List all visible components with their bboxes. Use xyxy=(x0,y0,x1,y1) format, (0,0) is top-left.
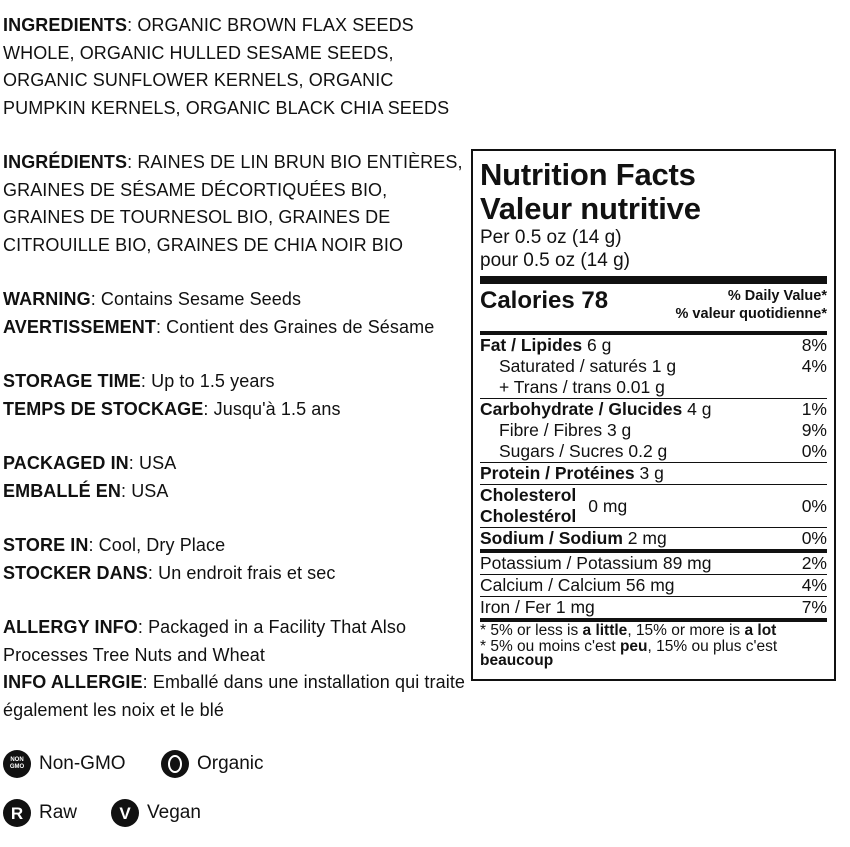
nutrient-row-sugars xyxy=(480,441,827,462)
nutrient-row-calcium xyxy=(480,575,827,596)
carb-dv: 1% xyxy=(801,399,827,419)
badge-raw xyxy=(3,799,77,827)
ingredients-fr xyxy=(3,149,471,259)
store-fr-label: STOCKER DANS xyxy=(3,562,148,583)
organic-icon xyxy=(161,750,189,778)
nutrient-row-fat xyxy=(480,335,827,356)
footnote-fr-c: , 15% ou plus c'est xyxy=(647,638,778,655)
allergy-fr-text: : Emballé dans une installation qui traite également les noix et le blé xyxy=(3,672,466,720)
serving-size-fr: pour 0.5 oz (14 g) xyxy=(480,250,630,271)
allergy-en xyxy=(3,614,471,669)
sugars-label: Sugars / Sucres 0.2 g xyxy=(499,441,668,461)
warning-fr xyxy=(3,314,471,342)
non-gmo-icon-top: NON xyxy=(10,757,24,763)
nutrient-row-saturated xyxy=(480,356,827,377)
footnote-en-d: a lot xyxy=(744,622,777,639)
ingredients-fr-label: INGRÉDIENTS xyxy=(3,152,128,172)
store-en-label: STORE IN xyxy=(3,535,89,555)
badge-vegan xyxy=(111,799,201,827)
sodium-dv: 0% xyxy=(801,528,827,548)
fibre-dv: 9% xyxy=(801,420,827,440)
iron-dv: 7% xyxy=(801,597,827,617)
calories-row xyxy=(480,287,827,331)
daily-value-fr: % valeur quotidienne* xyxy=(675,306,827,322)
storage-en xyxy=(3,368,471,396)
warning-en-text: : Contains Sesame Seeds xyxy=(90,289,302,309)
non-gmo-icon xyxy=(3,750,31,778)
cholesterol-amount: 0 mg xyxy=(588,495,628,516)
badge-non-gmo-label: Non-GMO xyxy=(39,753,126,774)
calcium-dv: 4% xyxy=(801,575,827,595)
storage-en-text: : Up to 1.5 years xyxy=(140,371,275,391)
footnote-fr-b: peu xyxy=(619,638,648,655)
badge-organic xyxy=(161,750,264,778)
badge-vegan-label: Vegan xyxy=(147,802,201,823)
ingredients-en-label: INGREDIENTS xyxy=(3,15,128,35)
footnote-en-b: a little xyxy=(582,622,628,639)
label-text-column xyxy=(3,12,471,724)
allergy-fr xyxy=(3,669,471,724)
daily-value-header xyxy=(676,287,827,323)
sodium-amount: 2 mg xyxy=(622,528,667,548)
packaged-fr-label: EMBALLÉ EN xyxy=(3,480,121,501)
footnote-en xyxy=(480,624,827,638)
protein-amount: 3 g xyxy=(634,463,664,483)
potassium-dv: 2% xyxy=(801,553,827,573)
warning-fr-label: AVERTISSEMENT xyxy=(3,316,156,337)
cholesterol-label-en: Cholesterol xyxy=(480,485,577,505)
allergy-fr-label: INFO ALLERGIE xyxy=(3,672,143,692)
packaged-en-text: : USA xyxy=(128,453,177,473)
store-fr-text: : Un endroit frais et sec xyxy=(147,562,336,583)
sodium-label: Sodium / Sodium xyxy=(480,528,623,548)
calories-label: Calories 78 xyxy=(480,287,609,314)
cholesterol-label-fr: Cholestérol xyxy=(480,506,577,526)
ingredients-en-text: : ORGANIC BROWN FLAX SEEDS WHOLE, ORGANIC HULLED SESAME SEEDS, ORGANIC SUNFLOWER KERNELS, ORGANIC PUMPKIN KERNELS, ORGANIC BLACK CHIA SEEDS xyxy=(3,15,450,118)
protein-label: Protein / Protéines xyxy=(480,463,635,483)
allergy-en-label: ALLERGY INFO xyxy=(3,617,138,637)
warning-en-label: WARNING xyxy=(3,289,91,309)
footnote-en-c: , 15% or more is xyxy=(627,622,745,639)
packaged-fr xyxy=(3,478,471,506)
nutrient-row-trans xyxy=(480,377,827,398)
carb-label: Carbohydrate / Glucides xyxy=(480,399,683,419)
cholesterol-dv: 0% xyxy=(801,495,827,516)
nutrient-row-carbohydrate xyxy=(480,399,827,420)
packaged-en-label: PACKAGED IN xyxy=(3,453,129,473)
saturated-label: Saturated / saturés 1 g xyxy=(499,356,677,376)
trans-label: + Trans / trans 0.01 g xyxy=(499,377,665,397)
nutrient-row-fibre xyxy=(480,420,827,441)
footnote-en-a: * 5% or less is xyxy=(480,622,583,639)
nutrient-row-protein xyxy=(480,463,827,484)
store-en xyxy=(3,532,471,560)
packaged-fr-text: : USA xyxy=(121,480,169,501)
store-fr xyxy=(3,560,471,588)
calcium-label: Calcium / Calcium 56 mg xyxy=(480,575,675,595)
carb-amount: 4 g xyxy=(682,399,712,419)
saturated-dv: 4% xyxy=(801,356,827,376)
non-gmo-icon-bottom: GMO xyxy=(9,764,25,770)
storage-en-label: STORAGE TIME xyxy=(3,371,141,391)
footnote-fr-d: beaucoup xyxy=(480,652,554,669)
nutrition-title-fr: Valeur nutritive xyxy=(480,191,701,226)
ingredients-fr-text: : RAINES DE LIN BRUN BIO ENTIÈRES, GRAINES DE SÉSAME DÉCORTIQUÉES BIO, GRAINES DE TOURNESOL BIO, GRAINES DE CITROUILLE BIO, GRAINES DE CHIA NOIR BIO xyxy=(3,152,463,255)
sugars-dv: 0% xyxy=(801,441,827,461)
footnote-fr-a: * 5% ou moins c'est xyxy=(480,638,620,655)
packaged-en xyxy=(3,450,471,478)
badge-organic-label: Organic xyxy=(197,753,264,774)
iron-label: Iron / Fer 1 mg xyxy=(480,597,595,617)
warning-en xyxy=(3,286,471,314)
footnote-fr xyxy=(480,640,827,668)
badge-raw-label: Raw xyxy=(39,802,78,823)
raw-icon: R xyxy=(3,799,31,827)
storage-fr-text: : Jusqu'à 1.5 ans xyxy=(203,398,341,419)
nutrient-row-iron xyxy=(480,597,827,618)
nutrient-row-potassium xyxy=(480,553,827,574)
storage-fr xyxy=(3,396,471,424)
potassium-label: Potassium / Potassium 89 mg xyxy=(480,553,712,573)
badge-non-gmo xyxy=(3,750,126,778)
storage-fr-label: TEMPS DE STOCKAGE xyxy=(3,398,204,419)
nutrient-row-cholesterol xyxy=(480,485,827,527)
nutrition-title-en: Nutrition Facts xyxy=(480,157,696,192)
fat-dv: 8% xyxy=(801,335,827,355)
warning-fr-text: : Contient des Graines de Sésame xyxy=(155,316,435,337)
fat-label: Fat / Lipides xyxy=(480,335,583,355)
ingredients-en xyxy=(3,12,471,122)
allergy-en-text: : Packaged in a Facility That Also Processes Tree Nuts and Wheat xyxy=(3,617,407,665)
fat-amount: 6 g xyxy=(582,335,612,355)
nutrition-facts-table xyxy=(471,149,836,681)
vegan-icon: V xyxy=(111,799,139,827)
nutrient-row-sodium xyxy=(480,528,827,549)
fibre-label: Fibre / Fibres 3 g xyxy=(499,420,632,440)
daily-value-en: % Daily Value* xyxy=(727,288,827,304)
store-en-text: : Cool, Dry Place xyxy=(88,535,226,555)
serving-size-en: Per 0.5 oz (14 g) xyxy=(480,227,622,248)
